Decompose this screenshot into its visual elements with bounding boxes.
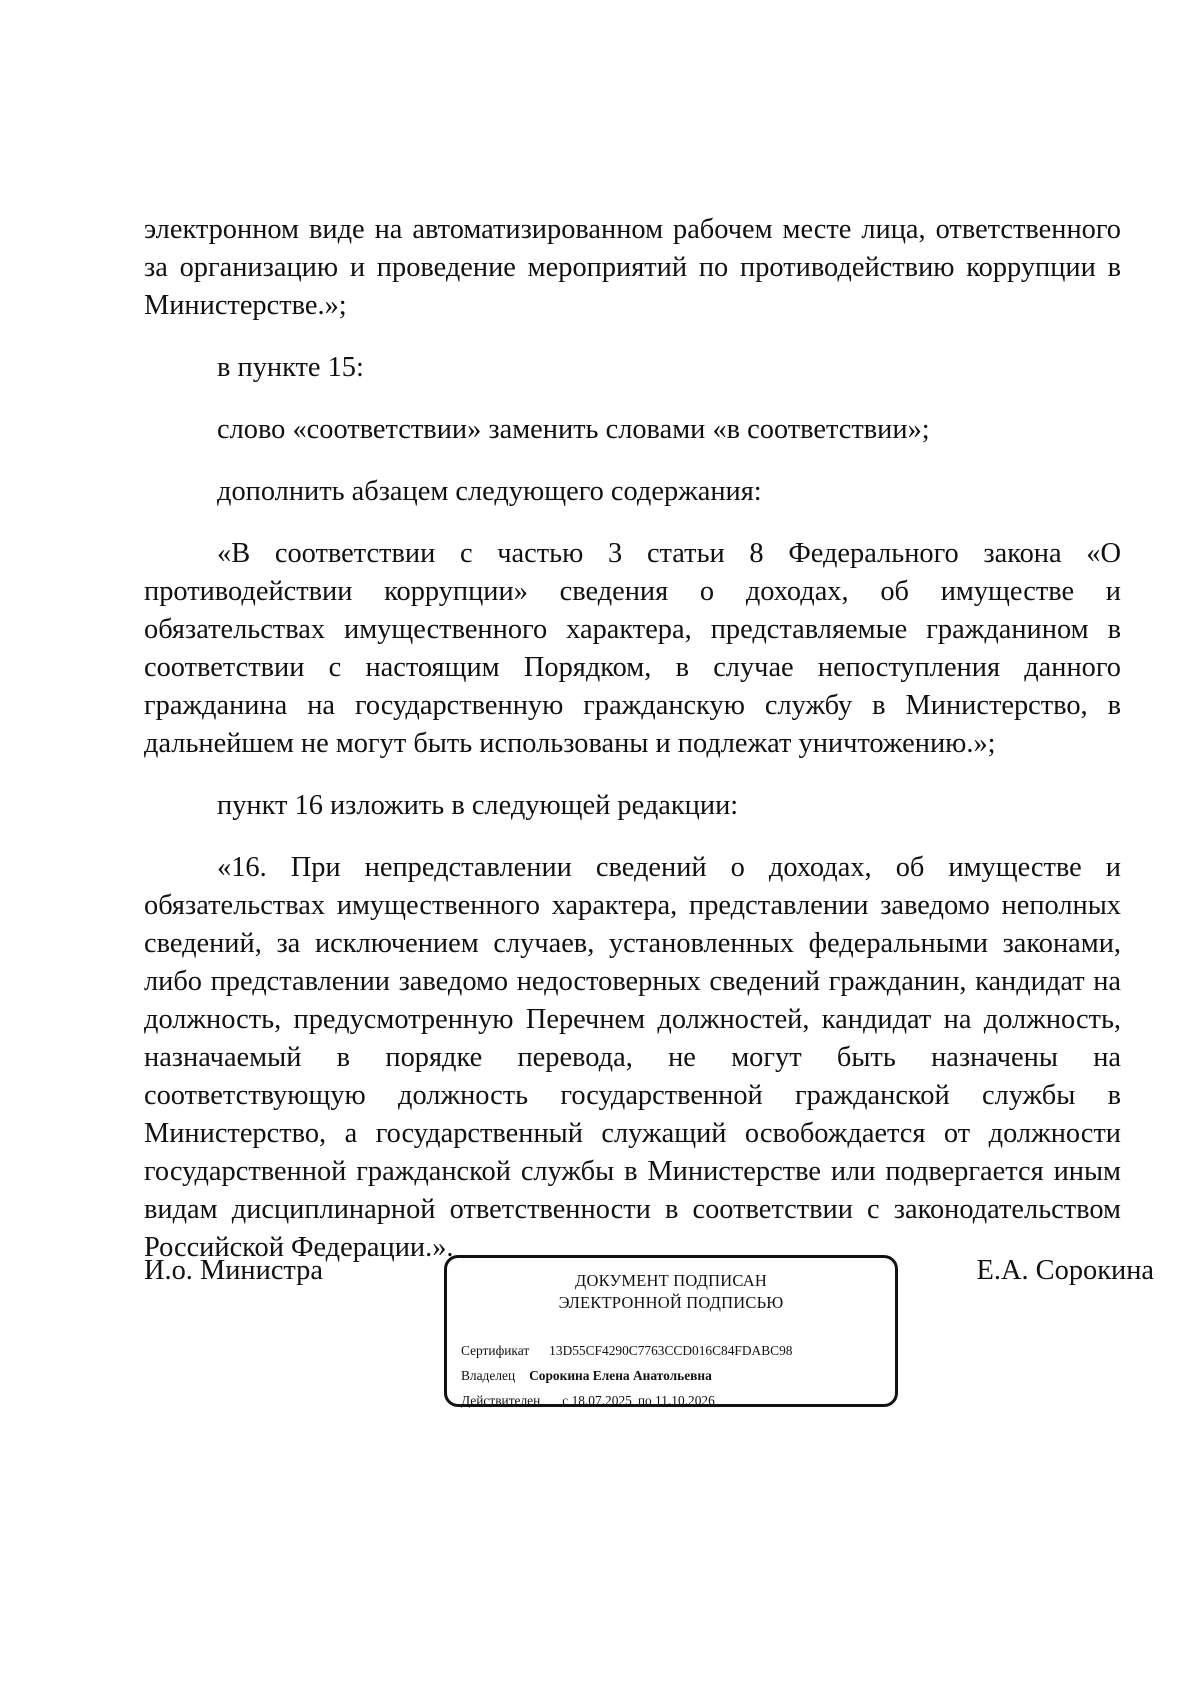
stamp-heading-line-2: ЭЛЕКТРОННОЙ ПОДПИСЬЮ (558, 1293, 784, 1312)
stamp-heading-line-1: ДОКУМЕНТ ПОДПИСАН (575, 1271, 767, 1290)
stamp-heading (447, 1270, 895, 1314)
certificate-label: Сертификат (461, 1343, 530, 1358)
signer-name: Е.А. Сорокина (976, 1255, 1154, 1286)
owner-label: Владелец (461, 1368, 516, 1383)
certificate-value: 13D55CF4290C7763CCD016C84FDABC98 (549, 1343, 793, 1358)
owner-value: Сорокина Елена Анатольевна (529, 1368, 712, 1383)
paragraph-point-16: пункт 16 изложить в следующей редакции: (217, 790, 739, 821)
valid-to: по 11.10.2026 (637, 1393, 715, 1408)
signer-position: И.о. Министра (144, 1255, 323, 1286)
paragraph-point-16-text: «16. При непредставлении сведений о доходах, об имуществе и обязательствах имущественного характера, представлении заведомо неполных сведений, за исключением случаев, установленных федеральными законами, либо представлении заведомо недостоверных сведений гражданин, кандидат на должность, предусмотренную Перечнем должностей, кандидат на должность, назначаемый в порядке перевода, не могут быть назначены на соответствующую должность государственной гражданской службы в Министерство, а государственный служащий освобождается от должности государственной гражданской службы в Министерстве или подвергается иным видам дисциплинарной ответственности в соответствии с законодательством Российской Федерации.». (144, 852, 1121, 1263)
signature-block (0, 1252, 1200, 1412)
paragraph-point-15: в пункте 15: (217, 352, 364, 383)
paragraph-replace-word: слово «соответствии» заменить словами «в соответствии»; (217, 414, 930, 445)
electronic-signature-stamp (444, 1255, 898, 1407)
paragraph-supplement: дополнить абзацем следующего содержания: (217, 476, 762, 507)
valid-from: с 18.07.2025 (562, 1393, 632, 1408)
stamp-owner-row (461, 1363, 792, 1388)
valid-label: Действителен (461, 1393, 541, 1408)
stamp-details (461, 1338, 792, 1413)
stamp-validity-row (461, 1388, 792, 1413)
stamp-certificate-row (461, 1338, 792, 1363)
paragraph-continuation: электронном виде на автоматизированном рабочем месте лица, ответственного за организацию и проведение мероприятий по противодействию коррупции в Министерстве.»; (144, 214, 1121, 321)
paragraph-quoted-addition: «В соответствии с частью 3 статьи 8 Федерального закона «О противодействии коррупции» сведения о доходах, об имуществе и обязательствах имущественного характера, представляемые гражданином в соответствии с настоящим Порядком, в случае непоступления данного гражданина на государственную гражданскую службу в Министерство, в дальнейшем не могут быть использованы и подлежат уничтожению.»; (144, 538, 1121, 759)
document-body (144, 211, 1121, 1291)
